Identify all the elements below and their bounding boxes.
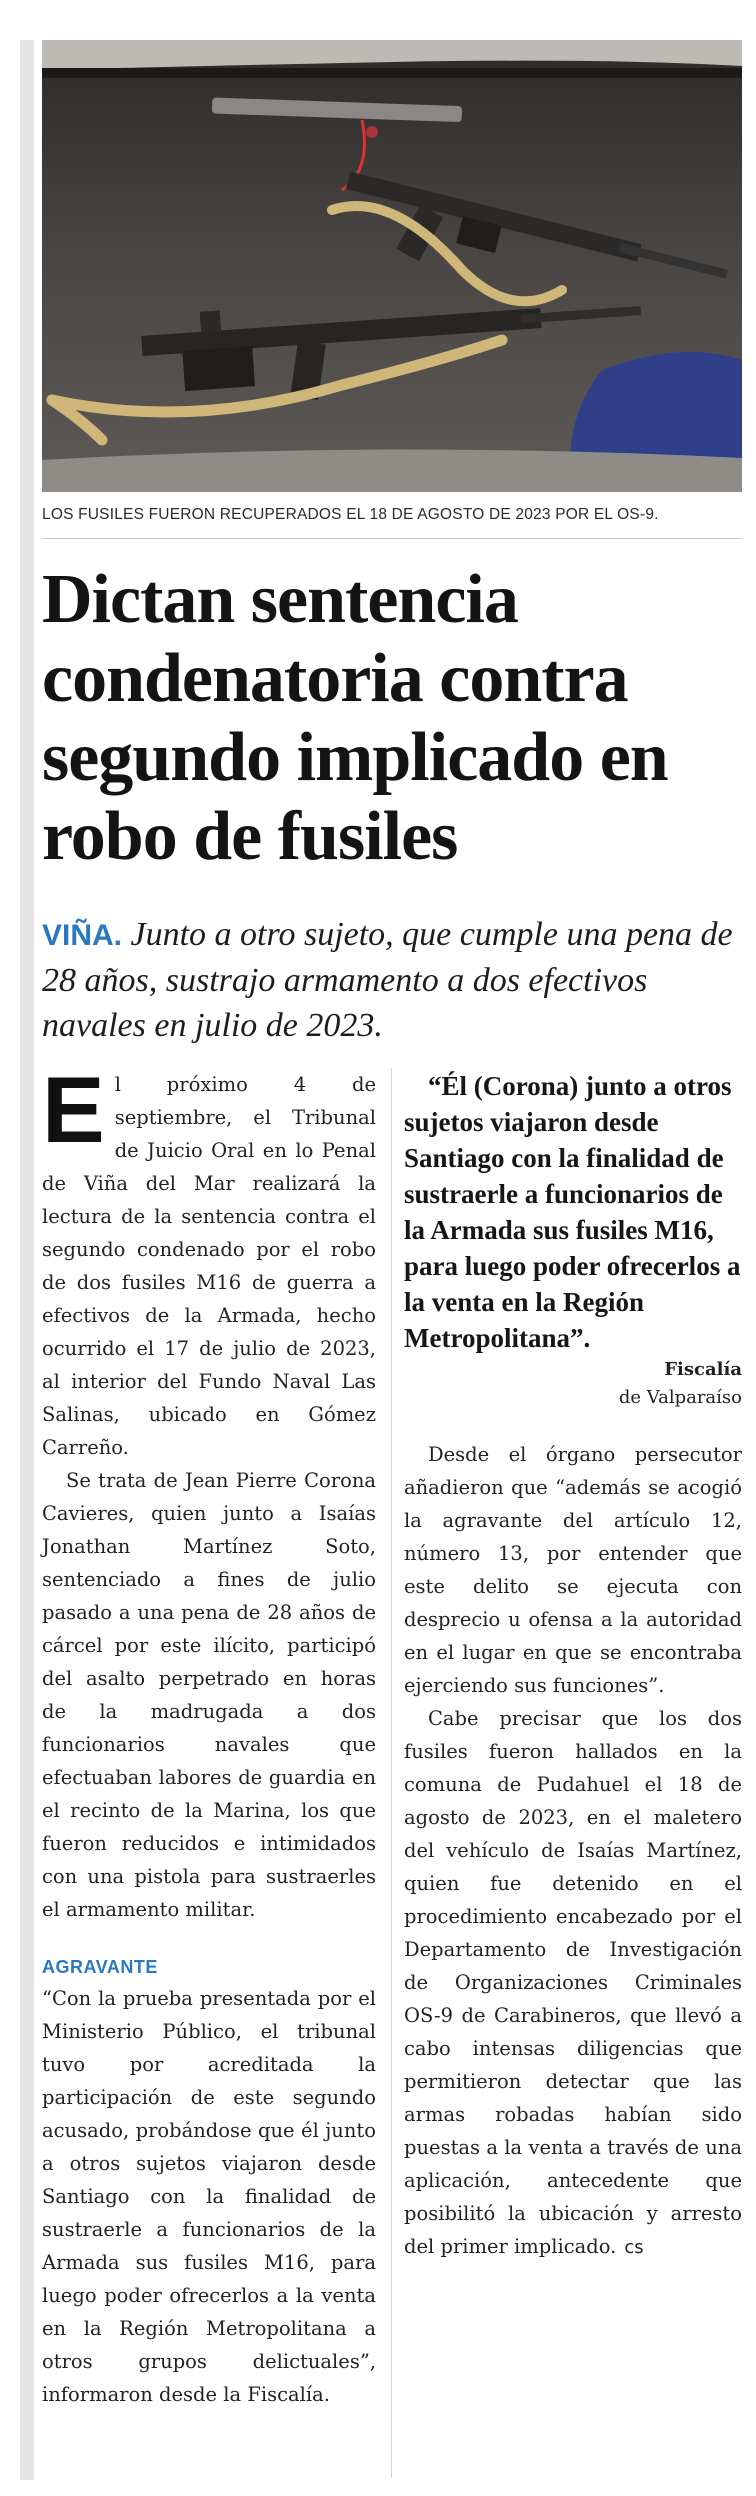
pull-quote: “Él (Corona) junto a otros sujetos viajaron desde Santiago con la finalidad de sustraerle a funcionarios de la Armada sus fusiles M16, para luego poder ofrecerlos a la venta en la Región Metropolitana”. [404, 1071, 741, 1353]
body-paragraph [42, 1057, 376, 1464]
column-divider [391, 1068, 392, 2478]
body-column-right [404, 1068, 742, 2264]
quote-source-name: Fiscalía [664, 1359, 742, 1380]
body-paragraph: “Con la prueba presentada por el Ministerio Público, el tribunal tuvo por acreditada la participación de este segundo acusado, probándose que él junto a otros sujetos viajaron desde Santiago con la finalidad de sustraerle a funcionarios de la Armada sus fusiles M16, para luego poder ofrecerlos a la venta en la Región Metropolitana a otros grupos delictuales”, informaron desde la Fiscalía. [42, 1987, 376, 2406]
drop-cap: E [42, 1057, 105, 1162]
body-paragraph: Desde el órgano persecutor añadieron que “además se acogió la agravante del artículo 12, número 13, por entender que este delito se ejecuta con desprecio u ofensa a la autoridad en el lugar en que se encontraba ejerciendo sus funciones”. [404, 1443, 742, 1697]
newspaper-article [42, 40, 742, 2480]
deck-text: Junto a otro sujeto, que cumple una pena de 28 años, sustrajo armamento a dos efectivos navales en julio de 2023. [42, 916, 733, 1044]
quote-source-org: de Valparaíso [618, 1387, 742, 1408]
body-column-left [42, 1057, 376, 2411]
section-subhead: AGRAVANTE [42, 1957, 158, 1977]
caption-divider [42, 538, 742, 539]
body-paragraph-text: l próximo 4 de septiembre, el Tribunal de Juicio Oral en lo Penal de Viña del Mar realizará la lectura de la sentencia contra el segundo condenado por el robo de dos fusiles M16 de guerra a efectivos de la Armada, hecho ocurrido el 17 de julio de 2023, al interior del Fundo Naval Las Salinas, ubicado en Gómez Carreño. [42, 1073, 376, 1459]
pull-quote-source [404, 1356, 742, 1412]
article-photo-rifles [42, 40, 742, 492]
deck-dateline: VIÑA. [42, 919, 123, 952]
photo-caption: LOS FUSILES FUERON RECUPERADOS EL 18 DE AGOSTO DE 2023 POR EL OS-9. [42, 506, 659, 523]
article-headline: Dictan sentencia condenatoria contra segundo implicado en robo de fusiles [42, 561, 668, 875]
rifles-illustration [42, 40, 742, 492]
page-edge-strip [20, 40, 34, 2480]
body-paragraph-text: Cabe precisar que los dos fusiles fueron hallados en la comuna de Pudahuel el 18 de agosto de 2023, en el maletero del vehículo de Isaías Martínez, quien fue detenido en el procedimiento encabezado por el Departamento de Investigación de Organizaciones Criminales OS-9 de Carabineros, que llevó a cabo intensas diligencias que permitieron detectar que las armas robadas habían sido puestas a la venta a través de una aplicación, antecedente que posibilitó la ubicación y arresto del primer implicado. [404, 1707, 742, 2258]
body-paragraph [404, 1702, 742, 2264]
end-of-article-mark: cs [624, 2237, 644, 2258]
article-deck [42, 912, 742, 1048]
body-paragraph: Se trata de Jean Pierre Corona Cavieres, quien junto a Isaías Jonathan Martínez Soto, sentenciado a fines de julio pasado a una pena de 28 años de cárcel por este ilícito, participó del asalto perpetrado en horas de la madrugada a dos funcionarios navales que efectuaban labores de guardia en el recinto de la Marina, los que fueron reducidos e intimidados con una pistola para sustraerles el armamento militar. [42, 1469, 376, 1921]
